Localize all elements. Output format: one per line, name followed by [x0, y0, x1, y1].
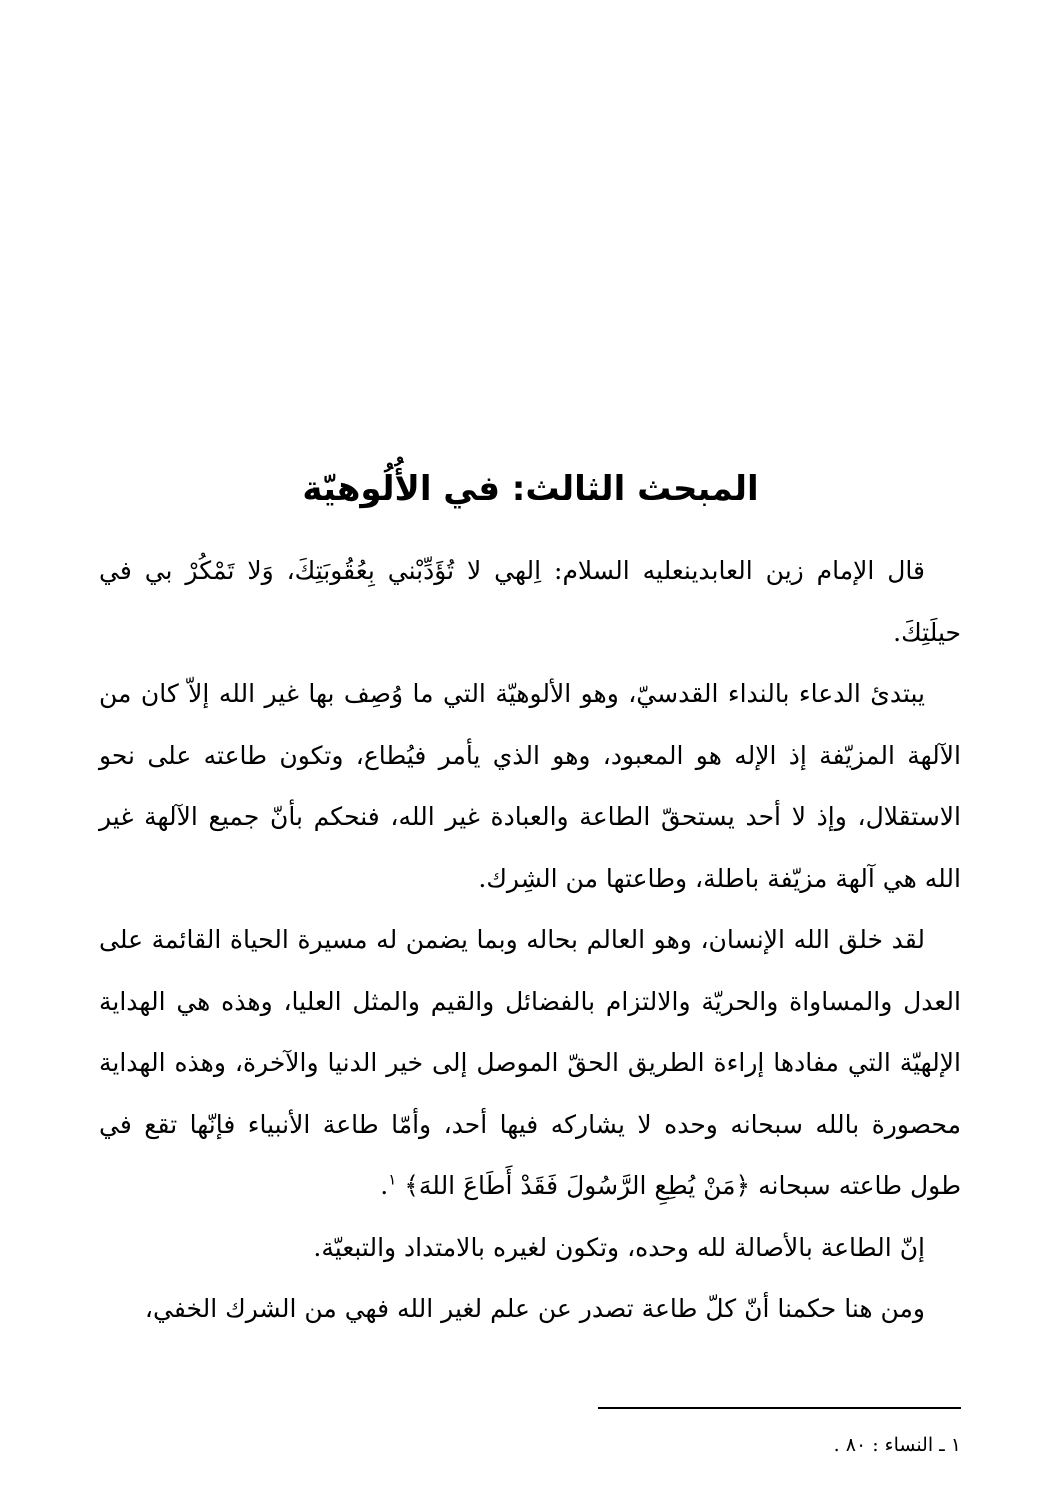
guidance-end: . [380, 1171, 389, 1200]
guidance-text: لقد خلق الله الإنسان، وهو العالم بحاله وبما يضمن له مسيرة الحياة القائمة على العدل والمساواة والحريّة والالتزام بالفضائل والقيم والمثل العليا، وهذه هي الهداية الإلهيّة التي مفادها إراءة الطريق الحقّ الموصل إلى خير الدنيا والآخرة، وهذه الهداية محصورة بالله سبحانه وحده لا يشاركه فيها أحد، وأمّا طاعة الأنبياء فإنّها تقع في طول طاعته سبحانه [99, 925, 961, 1200]
body-text [99, 540, 961, 1340]
section-title: المبحث الثالث: في الأُلُوهيّة [302, 468, 759, 509]
footnote-divider [598, 1407, 961, 1409]
footnote-reference[interactable]: ١ [388, 1170, 397, 1189]
supplication-intro: قال الإمام زين العابدينعليه السلام: [541, 556, 925, 585]
paragraph-divinity: يبتدئ الدعاء بالنداء القدسيّ، وهو الألوهيّة التي ما وُصِف بها غير الله إلاّ كان من الآلهة المزيّفة إذ الإله هو المعبود، وهو الذي يأمر فيُطاع، وتكون طاعته على نحو الاستقلال، وإذ لا أحد يستحقّ الطاعة والعبادة غير الله، فنحكم بأنّ جميع الآلهة غير الله هي آلهة مزيّفة باطلة، وطاعتها من الشِرك. [99, 679, 961, 893]
supplication-end: . [893, 617, 902, 647]
paragraph-guidance [99, 909, 961, 1217]
footnote: ١ ـ النساء : ٨٠ . [833, 1434, 961, 1456]
paragraph-supplication [99, 540, 961, 663]
quran-verse: ﴿مَنْ يُطِعِ الرَّسُولَ فَقَدْ أَطَاعَ اللهَ﴾ [404, 1171, 751, 1200]
paragraph-obedience: إنّ الطاعة بالأصالة لله وحده، وتكون لغيره بالامتداد والتبعيّة. [313, 1232, 925, 1262]
supplication-quote: اِلهي لا تُؤَدِّبْني بِعُقُوبَتِكَ، وَلا تَمْكُرْ بي في حيلَتِكَ [99, 556, 961, 647]
paragraph-hidden-shirk: ومن هنا حكمنا أنّ كلّ طاعة تصدر عن علم لغير الله فهي من الشرك الخفي، [144, 1294, 925, 1323]
